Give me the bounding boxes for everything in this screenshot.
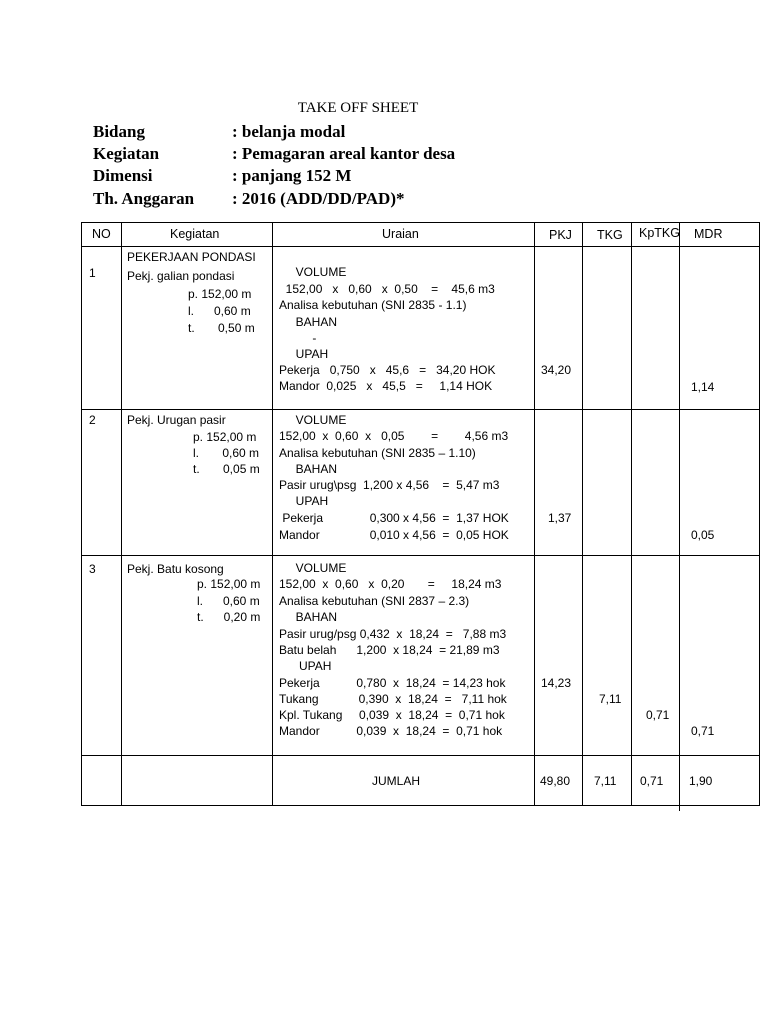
- uraian-line: Analisa kebutuhan (SNI 2835 - 1.1): [279, 298, 467, 312]
- pkj-value: 34,20: [541, 363, 572, 377]
- meta-value: : 2016 (ADD/DD/PAD)*: [232, 189, 405, 208]
- kegiatan-line: t. 0,05 m: [193, 462, 260, 476]
- meta-value: : belanja modal: [232, 122, 346, 141]
- kegiatan-line: Pekj. galian pondasi: [127, 269, 235, 283]
- uraian-line: UPAH: [279, 347, 329, 361]
- mdr-value: 1,14: [691, 380, 715, 394]
- document-title: TAKE OFF SHEET: [297, 100, 419, 116]
- table-border-left: [81, 222, 82, 806]
- mdr-value: 0,71: [691, 724, 715, 738]
- row-number: 3: [89, 562, 96, 576]
- kegiatan-line: Pekj. Urugan pasir: [127, 413, 226, 427]
- header-uraian: Uraian: [382, 227, 419, 241]
- uraian-line: Pasir urug\psg 1,200 x 4,56 = 5,47 m3: [279, 478, 500, 492]
- uraian-line: Analisa kebutuhan (SNI 2837 – 2.3): [279, 594, 470, 608]
- uraian-line: Batu belah 1,200 x 18,24 = 21,89 m3: [279, 643, 500, 657]
- kegiatan-line: p. 152,00 m: [188, 287, 252, 301]
- table-border-right: [759, 222, 760, 806]
- table-header-rule: [81, 246, 760, 247]
- uraian-line: VOLUME: [279, 413, 347, 427]
- kegiatan-line: Pekj. Batu kosong: [127, 562, 224, 576]
- total-pkj: 49,80: [540, 774, 571, 788]
- total-label: JUMLAH: [372, 774, 421, 788]
- uraian-line: Pasir urug/psg 0,432 x 18,24 = 7,88 m3: [279, 627, 507, 641]
- uraian-line: Analisa kebutuhan (SNI 2835 – 1.10): [279, 446, 476, 460]
- uraian-line: Pekerja 0,750 x 45,6 = 34,20 HOK: [279, 363, 496, 377]
- total-kptkg: 0,71: [640, 774, 664, 788]
- meta-value: : panjang 152 M: [232, 166, 352, 185]
- table-col-rule: [631, 222, 632, 806]
- uraian-line: 152,00 x 0,60 x 0,50 = 45,6 m3: [279, 282, 495, 296]
- table-tick-mark: [679, 805, 680, 811]
- row-number: 2: [89, 413, 96, 427]
- uraian-line: BAHAN: [279, 315, 338, 329]
- table-border-bottom: [81, 805, 760, 806]
- kegiatan-line: p. 152,00 m: [197, 577, 261, 591]
- pkj-value: 14,23: [541, 676, 572, 690]
- uraian-line: Mandor 0,025 x 45,5 = 1,14 HOK: [279, 379, 493, 393]
- header-pkj: PKJ: [549, 228, 572, 242]
- meta-key: Kegiatan: [93, 144, 160, 163]
- uraian-line: BAHAN: [279, 462, 338, 476]
- table-row-rule: [81, 755, 760, 756]
- table-col-rule: [272, 222, 273, 806]
- header-no: NO: [92, 227, 111, 241]
- uraian-line: -: [279, 331, 317, 345]
- kegiatan-line: t. 0,20 m: [197, 610, 261, 624]
- uraian-line: VOLUME: [279, 265, 347, 279]
- mdr-value: 0,05: [691, 528, 715, 542]
- header-mdr: MDR: [694, 227, 723, 241]
- uraian-line: Tukang 0,390 x 18,24 = 7,11 hok: [279, 692, 507, 706]
- header-kegiatan: Kegiatan: [170, 227, 220, 241]
- table-col-rule: [534, 222, 535, 806]
- table-col-rule: [582, 222, 583, 806]
- kptkg-value: 0,71: [646, 708, 670, 722]
- uraian-line: Pekerja 0,300 x 4,56 = 1,37 HOK: [279, 511, 509, 525]
- total-mdr: 1,90: [689, 774, 713, 788]
- table-row-rule: [81, 555, 760, 556]
- tkg-value: 7,11: [599, 692, 622, 706]
- pkj-value: 1,37: [548, 511, 572, 525]
- uraian-line: VOLUME: [279, 561, 347, 575]
- table-border-top: [81, 222, 760, 223]
- uraian-line: 152,00 x 0,60 x 0,05 = 4,56 m3: [279, 429, 509, 443]
- uraian-line: BAHAN: [279, 610, 338, 624]
- total-tkg: 7,11: [594, 774, 617, 788]
- uraian-line: Pekerja 0,780 x 18,24 = 14,23 hok: [279, 676, 506, 690]
- kegiatan-line: l. 0,60 m: [188, 304, 251, 318]
- table-col-rule: [679, 222, 680, 806]
- meta-value: : Pemagaran areal kantor desa: [232, 144, 456, 163]
- uraian-line: UPAH: [279, 494, 329, 508]
- meta-key: Bidang: [93, 122, 145, 141]
- row-number: 1: [89, 266, 96, 280]
- kegiatan-line: l. 0,60 m: [193, 446, 260, 460]
- kegiatan-line: p. 152,00 m: [193, 430, 257, 444]
- kegiatan-line: t. 0,50 m: [188, 321, 255, 335]
- table-row-rule: [81, 409, 760, 410]
- uraian-line: Mandor 0,039 x 18,24 = 0,71 hok: [279, 724, 503, 738]
- uraian-line: Mandor 0,010 x 4,56 = 0,05 HOK: [279, 528, 509, 542]
- uraian-line: 152,00 x 0,60 x 0,20 = 18,24 m3: [279, 577, 502, 591]
- kegiatan-line: l. 0,60 m: [197, 594, 260, 608]
- uraian-line: Kpl. Tukang 0,039 x 18,24 = 0,71 hok: [279, 708, 505, 722]
- header-tkg: TKG: [597, 228, 623, 242]
- uraian-line: UPAH: [279, 659, 332, 673]
- table-col-rule: [121, 222, 122, 806]
- kegiatan-line: PEKERJAAN PONDASI: [127, 250, 256, 264]
- meta-key: Dimensi: [93, 166, 153, 185]
- header-kptkg: KpTKG: [639, 226, 680, 240]
- meta-key: Th. Anggaran: [93, 189, 195, 208]
